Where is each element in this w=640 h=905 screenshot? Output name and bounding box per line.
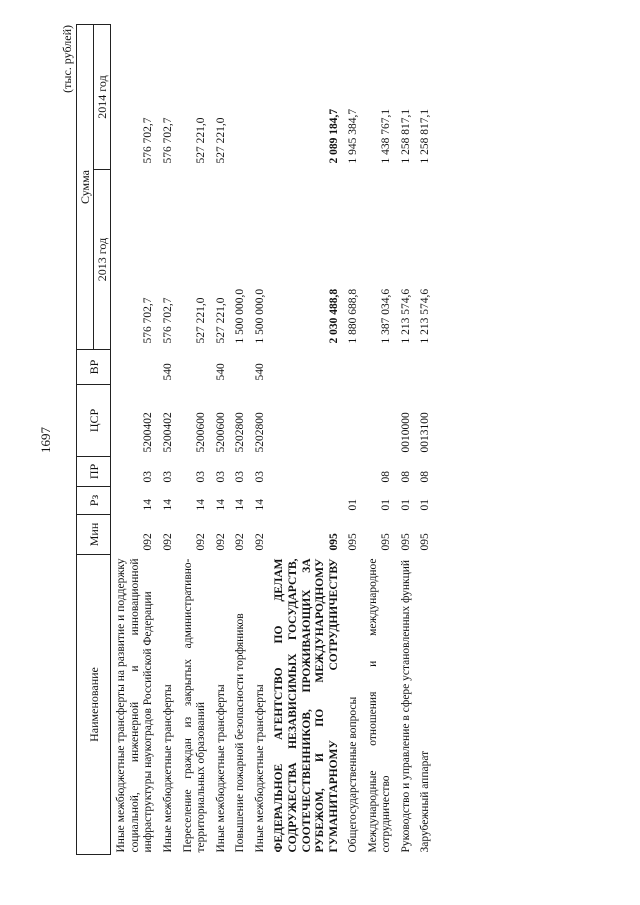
cell-rz: 14 bbox=[214, 499, 227, 511]
cell-vr bbox=[269, 350, 343, 385]
cell-pr: 03 bbox=[142, 471, 155, 483]
cell-y2014 bbox=[250, 24, 270, 169]
header-vr: ВР bbox=[77, 350, 111, 385]
cell-pr: 03 bbox=[253, 471, 266, 483]
units-label: (тыс. рублей) bbox=[60, 25, 74, 93]
header-pr: ПР bbox=[77, 457, 111, 487]
cell-csr bbox=[363, 385, 396, 457]
cell-vr: 540 bbox=[253, 363, 266, 381]
cell-min: 095 bbox=[399, 533, 412, 551]
cell-name: Общегосударственные вопросы bbox=[347, 696, 360, 853]
cell-name: Иные межбюджетные трансферты на развитие и поддержку социальной, инженерной и инновационной инфраструктуры наукоградов Российской Федерации bbox=[115, 558, 155, 853]
cell-y2013: 1 500 000,0 bbox=[234, 288, 247, 344]
cell-y2013: 2 030 488,8 bbox=[327, 288, 340, 344]
cell-pr: 03 bbox=[195, 471, 208, 483]
cell-rz: 01 bbox=[419, 499, 432, 511]
table-row bbox=[269, 24, 343, 854]
cell-name: Иные межбюджетные трансферты bbox=[214, 684, 227, 853]
cell-y2013: 1 500 000,0 bbox=[253, 288, 266, 344]
table-row bbox=[111, 24, 158, 854]
cell-vr bbox=[415, 350, 435, 385]
cell-vr: 540 bbox=[162, 363, 174, 381]
cell-name: Руководство и управление в сфере установленных функций bbox=[399, 559, 412, 853]
table-row bbox=[343, 24, 363, 854]
cell-min: 095 bbox=[327, 533, 340, 551]
table-row bbox=[211, 24, 231, 854]
cell-y2013: 1 213 574,6 bbox=[419, 288, 432, 344]
table-row bbox=[396, 24, 416, 854]
cell-rz: 01 bbox=[380, 499, 393, 511]
cell-y2014: 1 945 384,7 bbox=[347, 108, 360, 164]
cell-csr: 5200600 bbox=[214, 412, 227, 453]
cell-csr: 5200402 bbox=[142, 412, 155, 453]
cell-vr bbox=[111, 350, 158, 385]
cell-pr bbox=[343, 457, 363, 487]
cell-vr bbox=[178, 350, 211, 385]
table-row bbox=[230, 24, 250, 854]
cell-y2014 bbox=[230, 24, 250, 169]
cell-pr: 08 bbox=[399, 471, 412, 483]
table-row bbox=[415, 24, 435, 854]
cell-y2013: 527 221,0 bbox=[195, 297, 208, 344]
cell-name: ФЕДЕРАЛЬНОЕ АГЕНТСТВО ПО ДЕЛАМ СОДРУЖЕСТВА НЕЗАВИСИМЫХ ГОСУДАРСТВ, СООТЕЧЕСТВЕННИКОВ, ПРОЖИВАЮЩИХ ЗА РУБЕЖОМ, И ПО МЕЖДУНАРОДНОМУ ГУМАНИТАРНОМУ СОТРУДНИЧЕСТВУ bbox=[273, 558, 340, 853]
cell-y2014: 576 702,7 bbox=[162, 117, 174, 164]
cell-rz: 14 bbox=[142, 499, 155, 511]
cell-y2014: 1 438 767,1 bbox=[380, 108, 393, 164]
cell-y2013: 527 221,0 bbox=[214, 297, 227, 344]
cell-name: Зарубежный аппарат bbox=[419, 750, 432, 853]
header-min: Мин bbox=[77, 515, 111, 555]
cell-y2013: 1 880 688,8 bbox=[347, 288, 360, 344]
cell-csr: 0010000 bbox=[399, 412, 412, 453]
cell-y2013: 1 213 574,6 bbox=[399, 288, 412, 344]
cell-y2013: 576 702,7 bbox=[142, 297, 155, 344]
header-rz: Рз bbox=[77, 487, 111, 515]
cell-rz: 14 bbox=[195, 499, 208, 511]
cell-csr: 0013100 bbox=[419, 412, 432, 453]
header-2013: 2013 год bbox=[94, 170, 111, 350]
cell-vr bbox=[363, 350, 396, 385]
cell-pr: 08 bbox=[380, 471, 393, 483]
cell-vr bbox=[230, 350, 250, 385]
table-row bbox=[250, 24, 270, 854]
cell-min: 092 bbox=[234, 533, 247, 551]
cell-name: Иные межбюджетные трансферты bbox=[162, 684, 174, 853]
cell-min: 092 bbox=[214, 533, 227, 551]
cell-rz: 14 bbox=[234, 499, 247, 511]
cell-y2014: 527 221,0 bbox=[195, 117, 208, 164]
cell-rz bbox=[269, 487, 343, 515]
cell-min: 092 bbox=[142, 533, 155, 551]
cell-min: 095 bbox=[347, 533, 360, 551]
cell-csr: 5200600 bbox=[195, 412, 208, 453]
page-number: 1697 bbox=[38, 427, 53, 453]
cell-csr bbox=[269, 385, 343, 457]
rotated-page bbox=[60, 25, 600, 855]
cell-rz: 01 bbox=[399, 499, 412, 511]
cell-csr: 5202800 bbox=[253, 412, 266, 453]
cell-name: Иные межбюджетные трансферты bbox=[253, 684, 266, 853]
cell-name: Переселение граждан из закрытых административно-территориальных образований bbox=[181, 558, 208, 853]
cell-y2013: 576 702,7 bbox=[162, 297, 174, 344]
cell-y2014: 2 089 184,7 bbox=[327, 108, 340, 164]
cell-rz: 01 bbox=[347, 499, 360, 511]
cell-vr bbox=[396, 350, 416, 385]
header-name: Наименование bbox=[77, 555, 111, 855]
cell-pr: 03 bbox=[234, 471, 247, 483]
cell-min: 095 bbox=[380, 533, 393, 551]
cell-rz: 14 bbox=[162, 499, 174, 511]
cell-rz: 14 bbox=[253, 499, 266, 511]
cell-name: Повышение пожарной безопасности торфяников bbox=[234, 613, 247, 853]
cell-pr: 03 bbox=[214, 471, 227, 483]
header-csr: ЦСР bbox=[77, 385, 111, 457]
cell-min: 092 bbox=[195, 533, 208, 551]
header-2014: 2014 год bbox=[94, 24, 111, 169]
header-sum: Сумма bbox=[77, 24, 94, 349]
cell-vr: 540 bbox=[214, 363, 227, 381]
cell-csr bbox=[343, 385, 363, 457]
cell-pr: 03 bbox=[162, 471, 174, 483]
cell-pr: 08 bbox=[419, 471, 432, 483]
cell-csr: 5200402 bbox=[162, 412, 174, 453]
cell-min: 092 bbox=[253, 533, 266, 551]
cell-name: Международные отношения и международное сотрудничество bbox=[366, 558, 393, 853]
cell-min: 092 bbox=[162, 533, 174, 551]
cell-min: 095 bbox=[419, 533, 432, 551]
cell-vr bbox=[343, 350, 363, 385]
budget-table bbox=[76, 24, 435, 855]
table-row bbox=[178, 24, 211, 854]
cell-y2014: 576 702,7 bbox=[142, 117, 155, 164]
cell-y2013: 1 387 034,6 bbox=[380, 288, 393, 344]
table-row bbox=[363, 24, 396, 854]
cell-csr: 5202800 bbox=[234, 412, 247, 453]
table-row bbox=[158, 24, 178, 854]
cell-pr bbox=[269, 457, 343, 487]
cell-y2014: 1 258 817,1 bbox=[399, 108, 412, 164]
cell-y2014: 1 258 817,1 bbox=[419, 108, 432, 164]
cell-y2014: 527 221,0 bbox=[214, 117, 227, 164]
